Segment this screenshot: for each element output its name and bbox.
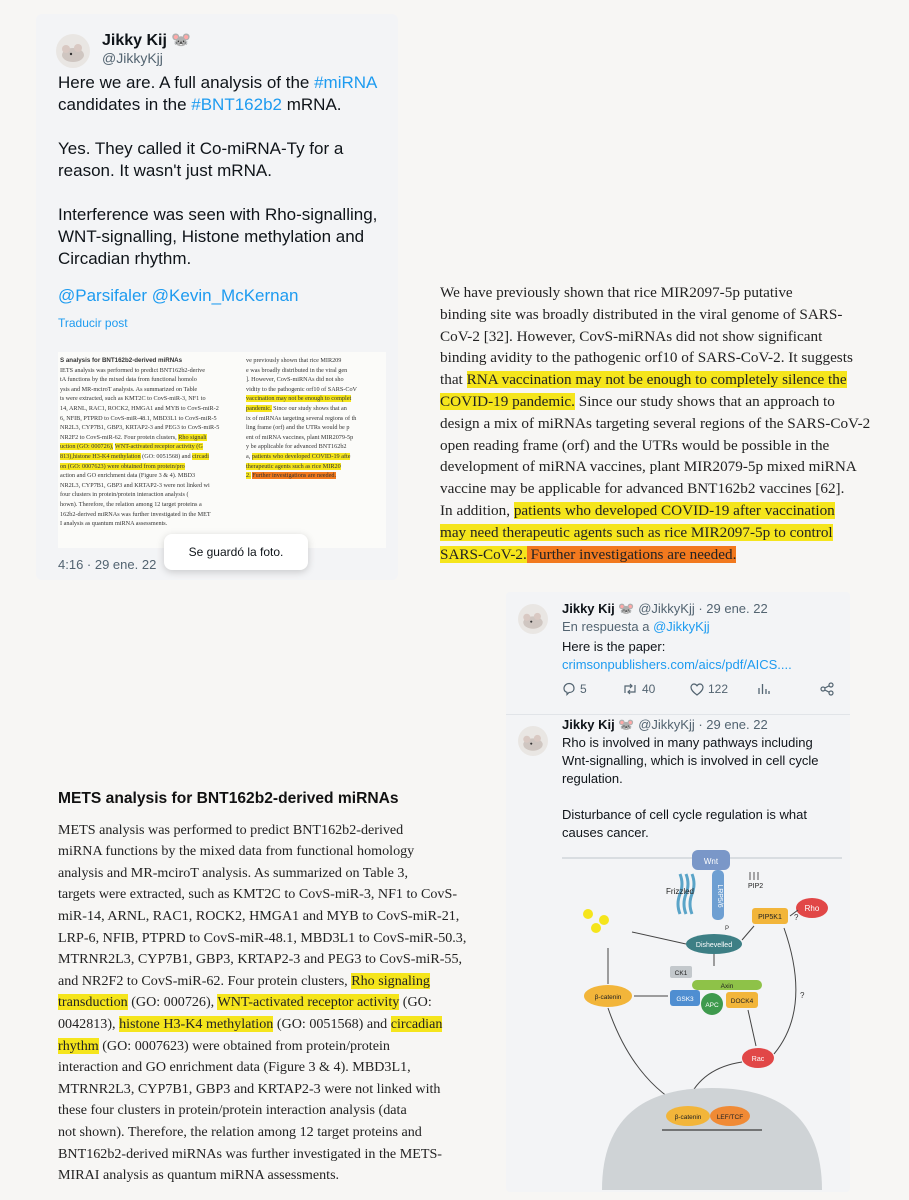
hashtag-bnt162b2[interactable]: #BNT162b2 — [191, 95, 282, 114]
reply-button[interactable] — [562, 682, 587, 696]
frizzled-label: Frizzled — [665, 887, 695, 896]
reply1-reply-to: En respuesta a @JikkyKjj — [562, 619, 710, 634]
reply1-header — [562, 600, 768, 618]
reply1-text: Here is the paper: — [562, 639, 666, 654]
pip2-label: PIP2 — [748, 883, 764, 890]
phospho-label: P — [725, 926, 730, 932]
attached-image[interactable] — [58, 352, 386, 548]
dvl-pip5k1-arrow — [742, 926, 754, 940]
views-icon — [758, 682, 770, 695]
retweet-button[interactable] — [622, 682, 655, 696]
reply2-text: Rho is involved in many pathways including Wnt-signalling, which is involved in cell cycle regulation. Disturbance of cell cycle regulation is what causes cancer. — [562, 735, 819, 840]
thumb-left-column: S analysis for BNT162b2-derived miRNAs IETS analysis was performed to predict BNT162b2-derive tA functions by the mixed data from functional homolo ysis and MR-mciroT analysis. As summarized on Table ts were extracted, such as KMT2C to CovS-miR-3, NF1 to 14, ARNL, RAC1, ROCK2, HMGA1 and MYB to CovS-miR-2 6, NFIB, PTPRD to CovS-miR-48.1, MBD3L1 to CovS-miR-5 NR2L3, CYP7B1, GBP3, KRTAP2-3 and PEG3 to CovS-miR-5 NR2F2 to CovS-miR-62. Four protein clusters, Rho signali uction (GO: 000726), WNT-activated receptor activity (G 813),histone H3-K4 methylation (GO: 0051568) and circadi on (GO: 0007623) were obtained from protein/pro action and GO enrichment data (Figure 3 & 4). MBD3 NR2L3, CYP7B1, GBP3 and KRTAP2-3 were not linked wi four clusters in protein/protein interaction analysis ( hown). Therefore, the relation among 12 target proteins a 162b2-derived miRNAs was further investigated in the MET I analysis as quantum miRNA assessments. — [60, 357, 220, 528]
nuclear-beta-catenin-label: β-catenin — [674, 1114, 702, 1121]
paper-excerpt-mets: METS analysis for BNT162b2-derived miRNAs METS analysis was performed to predict BNT162b2-derived miRNA functions by the mixed data from functional homology analysis and MR-mciroT analysis. As summarized on Table 3, targets were extracted, such as KMT2C to CovS-miR-3, NF1 to CovS- miR-14, ARNL, RAC1, ROCK2, HMGA1 and MYB to CovS-miR-21, LRP-6, NFIB, PTPRD to CovS-miR-48.1, MBD3L1 to CovS-miR-50.3, MTRNR2L3, CYP7B1, GBP3, KRTAP2-3 and PEG3 to CovS-miR-55, and NR2F2 to CovS-miR-62. Four protein clusters, Rho signaling transduction (GO: 000726), WNT-activated receptor activity (GO: 0042813), histone H3-K4 methylation (GO: 0051568) and circadian rhythm (GO: 0007623) were obtained from protein/protein interaction and GO enrichment data (Figure 3 & 4). MBD3L1, MTRNR2L3, CYP7B1, GBP3 and KRTAP2-3 were not linked with these four clusters in protein/protein interaction analysis (data not shown). Therefore, the relation among 12 target proteins and BNT162b2-derived miRNAs was further investigated in the METS- MIRAI analysis as quantum miRNA assessments. — [58, 788, 478, 1187]
reply2-name[interactable]: Jikky Kij 🐭 — [562, 717, 635, 732]
dock4-label: DOCK4 — [730, 998, 754, 1005]
mentions — [58, 286, 299, 306]
tweet-paragraph-3: Interference was seen with Rho-signalling, WNT-signalling, Histone methylation and Circadian rhythm. — [58, 205, 378, 268]
tweet-timestamp[interactable]: 4:16 · 29 ene. 22 — [58, 557, 157, 572]
highlight-circadian: circadian — [390, 1015, 443, 1032]
question-mark-1: ? — [794, 913, 799, 922]
views-button[interactable] — [758, 682, 770, 695]
highlight-rho-signaling: Rho signaling — [351, 972, 430, 989]
heart-icon — [690, 683, 704, 696]
translate-link[interactable]: Traducir post — [58, 316, 128, 330]
rac-pip5k1-arrow — [774, 928, 796, 1054]
share-icon — [820, 682, 834, 696]
pip5k1-label: PIP5K1 — [758, 914, 782, 921]
apc-label: APC — [705, 1002, 719, 1009]
dishevelled-label: Dishevelled — [695, 942, 733, 949]
display-name[interactable]: Jikky Kij 🐭 — [102, 32, 192, 49]
toast-saved-photo: Se guardó la foto. — [164, 534, 308, 570]
share-button[interactable] — [820, 682, 834, 696]
highlight-rna-vaccination: RNA vaccination may not be enough to completely silence the — [466, 371, 847, 389]
nucleus — [602, 1088, 822, 1190]
question-mark-2: ? — [800, 991, 805, 1000]
wnt-label: Wnt — [703, 857, 719, 866]
pip2-lipids — [750, 872, 758, 880]
tweet-main — [36, 14, 398, 580]
section-heading: METS analysis for BNT162b2-derived miRNAs — [58, 790, 399, 807]
reply1-actions — [562, 682, 842, 702]
reply2-avatar[interactable] — [518, 726, 548, 756]
like-button[interactable] — [690, 682, 728, 696]
reply2-handle-date[interactable]: @JikkyKjj · 29 ene. 22 — [638, 717, 768, 732]
reply-icon — [562, 682, 576, 696]
reply-count: 5 — [580, 682, 587, 696]
bcat-nucleus-arrow — [608, 1008, 682, 1106]
reply1-name[interactable]: Jikky Kij 🐭 — [562, 601, 635, 616]
tweet-paragraph-2: Yes. They called it Co-miRNA-Ty for a reason. It wasn't just mRNA. — [58, 139, 344, 180]
hashtag-mirna[interactable]: #miRNA — [314, 73, 378, 92]
ligand-dot — [583, 909, 593, 919]
retweet-icon — [622, 682, 638, 696]
beta-catenin-label: β-catenin — [594, 994, 622, 1001]
dvl-left-arrow — [632, 932, 686, 944]
lef-tcf-label: LEF/TCF — [716, 1114, 744, 1121]
like-count: 122 — [708, 682, 729, 696]
ligand-dot — [591, 923, 601, 933]
paper-link[interactable]: crimsonpublishers.com/aics/pdf/AICS.... — [562, 657, 792, 672]
reply1-handle-date[interactable]: @JikkyKjj · 29 ene. 22 — [638, 601, 768, 616]
ck1-label: CK1 — [674, 970, 688, 977]
highlight-histone: histone H3-K4 methylation — [119, 1015, 274, 1032]
user-handle[interactable]: @JikkyKjj — [102, 50, 163, 66]
thumb-right-column: ve previously shown that rice MIR209 e was broadly distributed in the viral gen ]. However, CovS-miRNAs did not sho vidity to the pathogenic orf10 of SARS-CoV vaccination may not be enough to complet pandemic. Since our study shows that an ix of miRNAs targeting several regions of th ling frame (orf) and the UTRs would be p ent of miRNA vaccines, plant MIR2079-5p y be applicable for advanced BNT162b2 a, patients who developed COVID-19 afte therapeutic agents such as rice MIR20 2. Further investigations are needed. — [246, 357, 358, 480]
ligand-dot — [599, 915, 609, 925]
wnt-pathway-diagram[interactable] — [562, 848, 842, 1190]
highlight-covid-pandemic: COVID-19 pandemic. — [440, 392, 575, 410]
highlight-wnt: WNT-activated receptor activity — [217, 994, 400, 1011]
reply-thread — [506, 592, 850, 1192]
highlight-therapeutic: may need therapeutic agents such as rice MIR2097-5p to control — [440, 523, 833, 541]
retweet-count: 40 — [642, 682, 656, 696]
mention-kevin[interactable]: @Kevin_McKernan — [151, 286, 299, 305]
reply2-header — [562, 716, 768, 734]
highlight-sars: SARS-CoV-2. — [440, 545, 527, 563]
dock4-rac-arrow — [748, 1010, 756, 1046]
lrp-label: LRP5/6 — [716, 884, 723, 908]
avatar[interactable] — [56, 34, 90, 68]
gsk3-label: GSK3 — [676, 996, 694, 1003]
divider — [506, 714, 850, 715]
tweet-text: Here we are. A full analysis of the #miRNA candidates in the #BNT162b2 mRNA. Yes. They called it Co-miRNA-Ty for a reason. It wasn't just mRNA. Interference was seen with Rho-signalling, WNT-signalling, Histone methylation and Circadian rhythm. — [58, 72, 388, 292]
axin-label: Axin — [720, 983, 734, 990]
reply1-avatar[interactable] — [518, 604, 548, 634]
reply-to-handle[interactable]: @JikkyKjj — [653, 619, 710, 634]
rho-label: Rho — [804, 904, 820, 913]
mention-parsifaler[interactable]: @Parsifaler — [58, 286, 148, 305]
rac-label: Rac — [751, 1056, 765, 1063]
highlight-further: Further investigations are needed. — [526, 545, 737, 563]
paper-excerpt-discussion: We have previously shown that rice MIR2097-5p putative binding site was broadly distributed in the viral genome of SARS- CoV-2 [32]. However, CovS-miRNAs did not show significant binding avidity to the pathogenic orf10 of SARS-CoV-2. It suggests that RNA vaccination may not be enough to completely silence the COVID-19 pandemic. Since our study shows that an approach to design a mix of miRNAs targeting several regions of the SARS-CoV-2 open reading frame (orf) and the UTRs would be possible in the development of miRNA vaccines, plant MIR2079-5p mixed miRNA vaccine may be applicable for advanced BNT162b2 vaccines [62]. In addition, patients who developed COVID-19 after vaccination may need therapeutic agents such as rice MIR2097-5p to control SARS-CoV-2. Further investigations are needed. — [440, 284, 871, 563]
highlight-patients: patients who developed COVID-19 after vaccination — [513, 501, 835, 519]
